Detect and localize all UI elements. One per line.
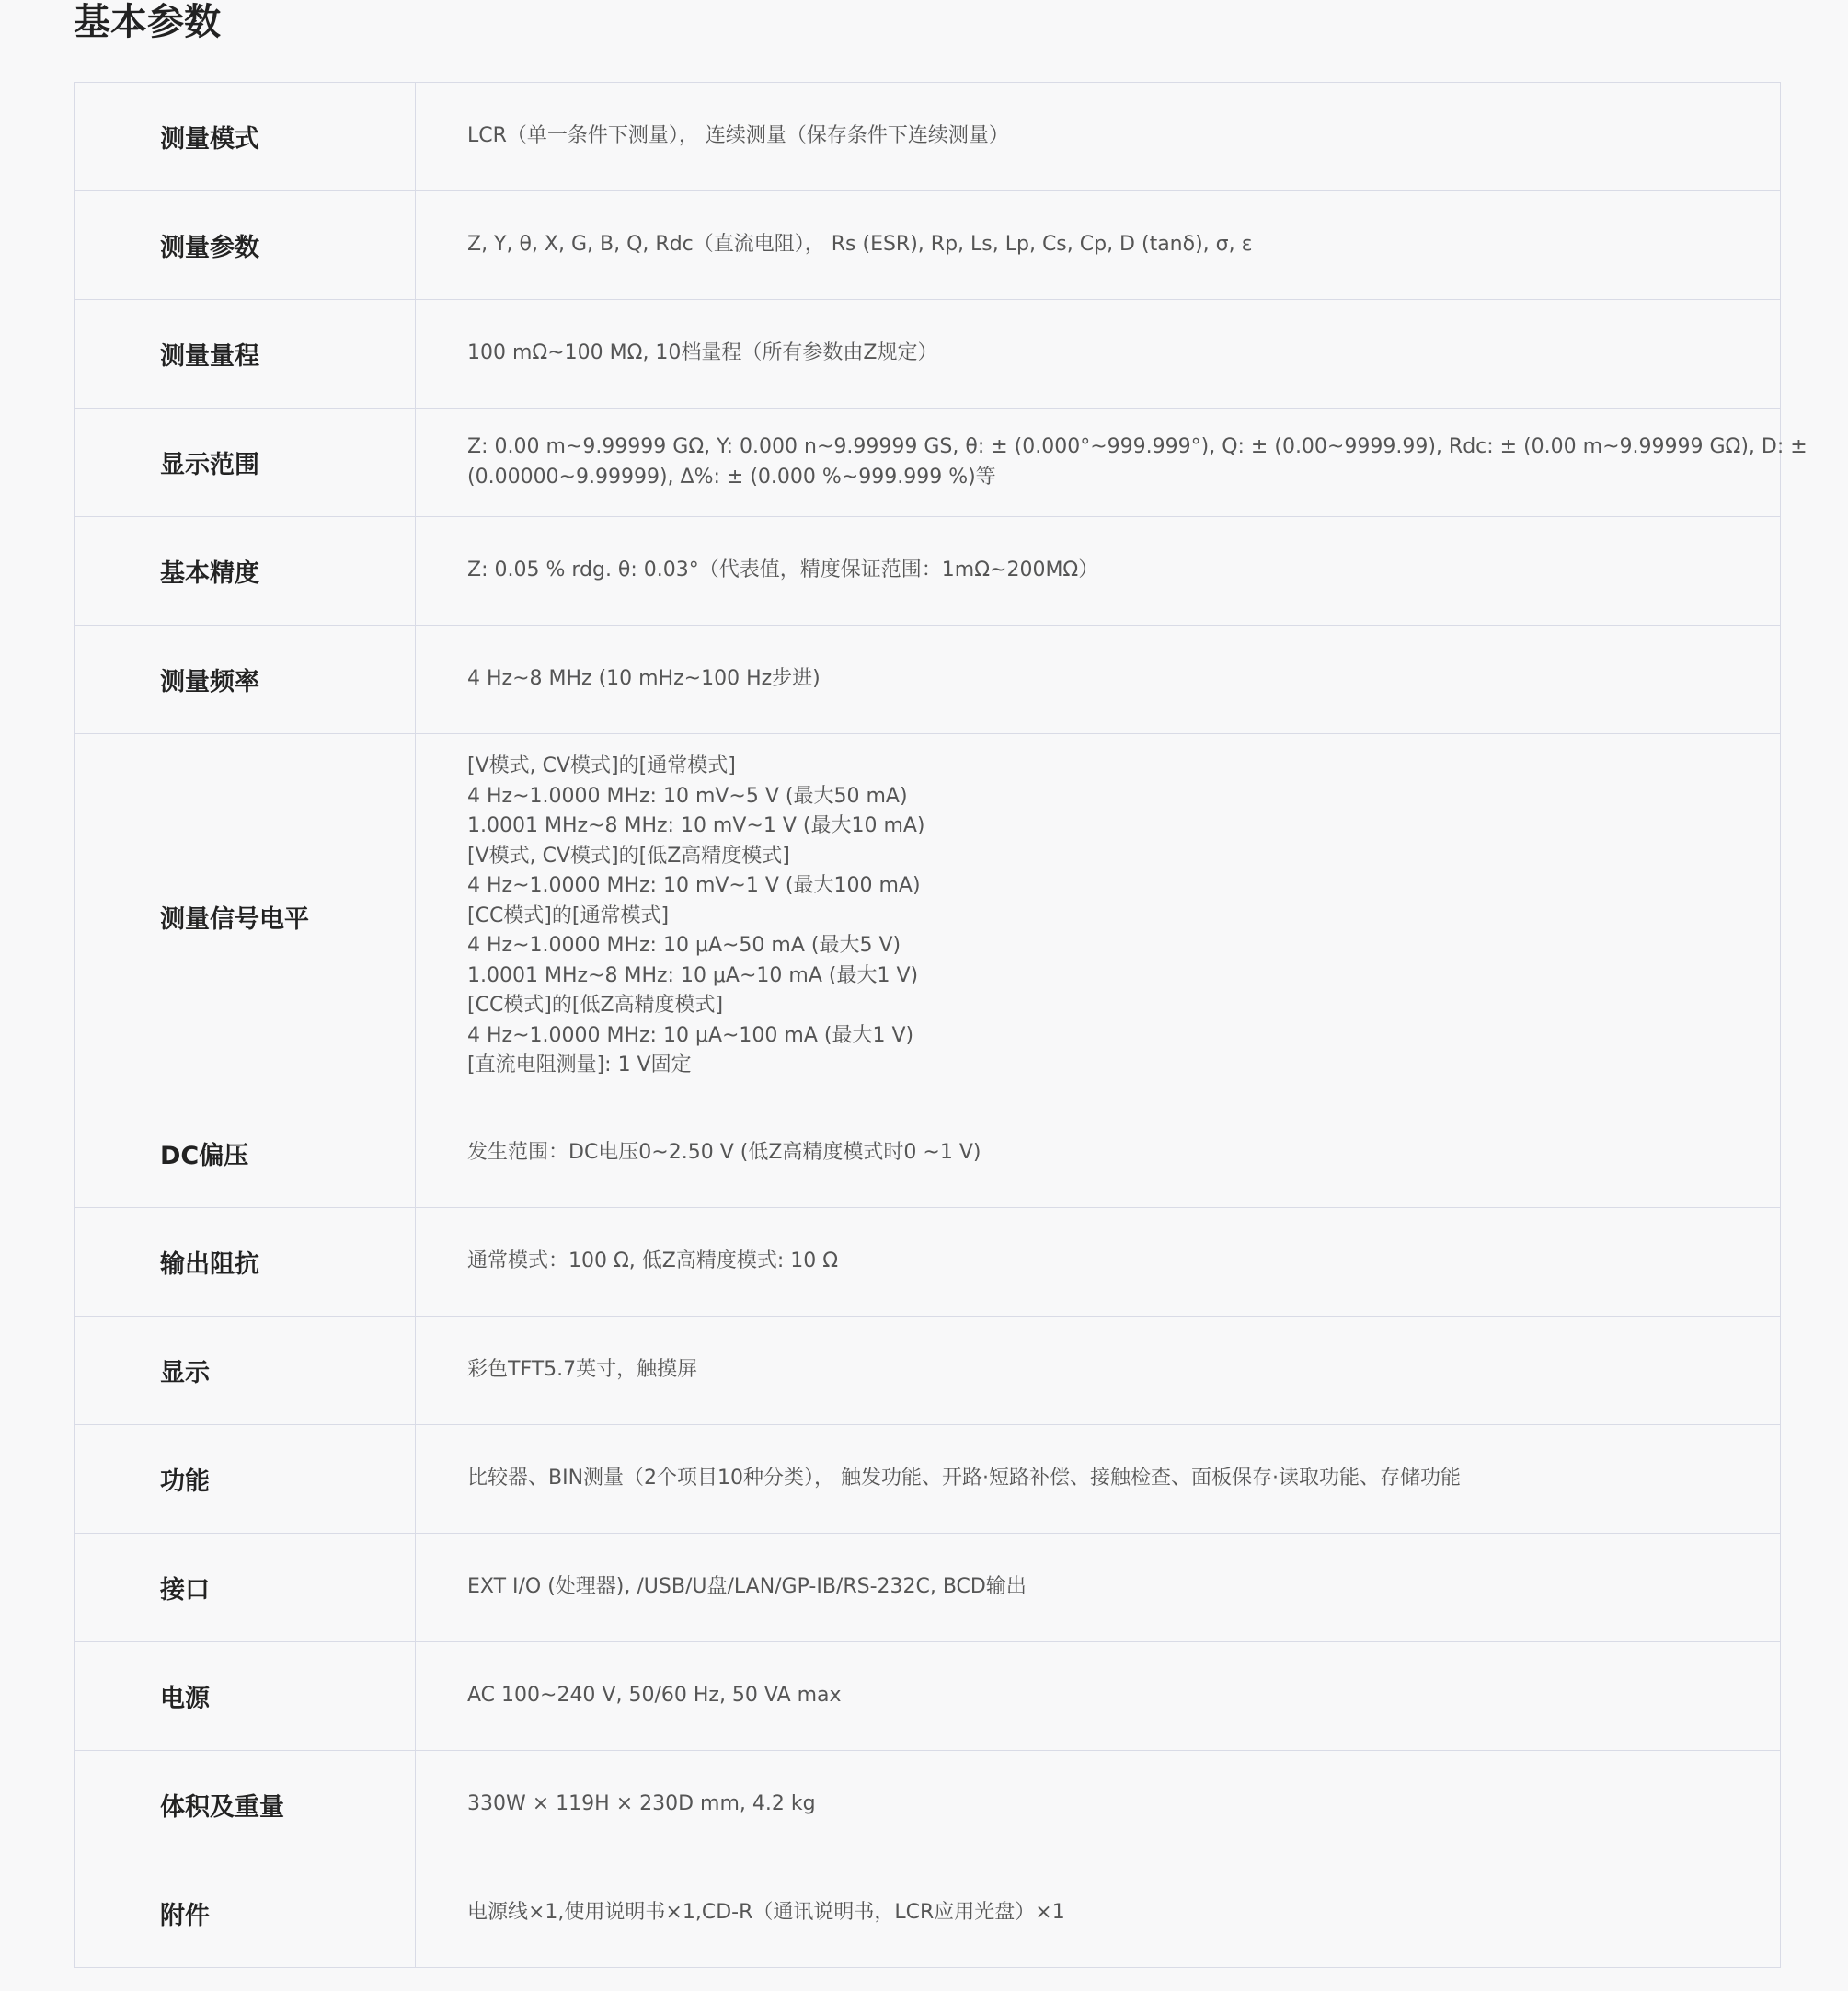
spec-label: 附件 [75, 1859, 416, 1968]
spec-label: 测量频率 [75, 626, 416, 734]
spec-label: 显示 [75, 1317, 416, 1425]
spec-value [416, 734, 1781, 1099]
spec-row [75, 83, 1781, 191]
spec-row [75, 1317, 1781, 1425]
spec-value-line: LCR（单一条件下测量）， 连续测量（保存条件下连续测量） [467, 124, 1009, 148]
spec-row [75, 626, 1781, 734]
spec-value [416, 191, 1781, 300]
spec-value-line: 彩色TFT5.7英寸，触摸屏 [467, 1358, 698, 1382]
spec-value [416, 1099, 1781, 1208]
spec-value [416, 300, 1781, 409]
spec-value-line: AC 100~240 V, 50/60 Hz, 50 VA max [467, 1684, 842, 1708]
spec-value-line: Z: 0.05 % rdg. θ: 0.03°（代表值，精度保证范围：1mΩ~200MΩ） [467, 558, 1099, 582]
spec-value-line: [V模式, CV模式]的[低Z高精度模式] [467, 844, 790, 868]
spec-value [416, 1534, 1781, 1642]
spec-row [75, 409, 1781, 517]
spec-label: 基本精度 [75, 517, 416, 626]
spec-row [75, 300, 1781, 409]
spec-value-line: [CC模式]的[通常模式] [467, 903, 670, 927]
spec-row [75, 1099, 1781, 1208]
spec-row [75, 1208, 1781, 1317]
spec-row [75, 1751, 1781, 1859]
spec-value-line: [CC模式]的[低Z高精度模式] [467, 994, 724, 1018]
spec-value [416, 1859, 1781, 1968]
spec-row [75, 1425, 1781, 1534]
spec-label: 电源 [75, 1642, 416, 1751]
spec-value [416, 409, 1808, 517]
spec-label: 输出阻抗 [75, 1208, 416, 1317]
spec-value [416, 1642, 1781, 1751]
spec-value-line: 1.0001 MHz~8 MHz: 10 mV~1 V (最大10 mA) [467, 814, 925, 838]
spec-label: DC偏压 [75, 1099, 416, 1208]
spec-value-line: 4 Hz~1.0000 MHz: 10 μA~100 mA (最大1 V) [467, 1023, 914, 1047]
spec-row [75, 734, 1781, 1099]
spec-value-line: 4 Hz~1.0000 MHz: 10 mV~5 V (最大50 mA) [467, 784, 908, 808]
spec-value [416, 1208, 1781, 1317]
spec-value [416, 626, 1781, 734]
spec-label: 接口 [75, 1534, 416, 1642]
spec-row [75, 517, 1781, 626]
spec-label: 功能 [75, 1425, 416, 1534]
spec-value-line: 4 Hz~1.0000 MHz: 10 μA~50 mA (最大5 V) [467, 934, 901, 958]
spec-value-line: 发生范围：DC电压0~2.50 V (低Z高精度模式时0 ~1 V) [467, 1141, 981, 1165]
spec-value-line: 4 Hz~8 MHz (10 mHz~100 Hz步进) [467, 667, 821, 691]
spec-label: 测量信号电平 [75, 734, 416, 1099]
spec-label: 显示范围 [75, 409, 416, 517]
page-title: 基本参数 [74, 1, 221, 43]
spec-value-line: 4 Hz~1.0000 MHz: 10 mV~1 V (最大100 mA) [467, 874, 921, 898]
spec-value-line: 100 mΩ~100 MΩ, 10档量程（所有参数由Z规定） [467, 341, 938, 365]
spec-value-line: (0.00000~9.99999), Δ%: ± (0.000 %~999.999 %)等 [467, 465, 996, 489]
spec-table-body [75, 83, 1808, 1968]
spec-row [75, 1534, 1781, 1642]
spec-value [416, 517, 1781, 626]
spec-row [75, 1859, 1781, 1968]
spec-row [75, 1642, 1781, 1751]
spec-value-line: Z, Y, θ, X, G, B, Q, Rdc（直流电阻）， Rs (ESR), Rp, Ls, Lp, Cs, Cp, D (tanδ), σ, ε [467, 233, 1253, 257]
spec-value-line: 电源线×1,使用说明书×1,CD-R（通讯说明书，LCR应用光盘）×1 [467, 1901, 1065, 1925]
spec-value-line: [V模式, CV模式]的[通常模式] [467, 754, 736, 778]
spec-row [75, 191, 1781, 300]
spec-value [416, 1751, 1781, 1859]
spec-value-line: Z: 0.00 m~9.99999 GΩ, Y: 0.000 n~9.99999 GS, θ: ± (0.000°~999.999°), Q: ± (0.00~9999.99), Rdc: ± (0.00 m~9.99999 GΩ), D: ± [467, 435, 1808, 458]
spec-label: 测量模式 [75, 83, 416, 191]
spec-table [74, 82, 1808, 1968]
spec-value [416, 1425, 1781, 1534]
spec-value [416, 83, 1781, 191]
spec-value-line: 比较器、BIN测量（2个项目10种分类）， 触发功能、开路·短路补偿、接触检查、面板保存·读取功能、存储功能 [467, 1467, 1462, 1490]
spec-label: 测量量程 [75, 300, 416, 409]
spec-value-line: 330W × 119H × 230D mm, 4.2 kg [467, 1792, 816, 1816]
spec-value-line: 1.0001 MHz~8 MHz: 10 μA~10 mA (最大1 V) [467, 963, 919, 987]
spec-value-line: 通常模式：100 Ω, 低Z高精度模式: 10 Ω [467, 1249, 839, 1273]
spec-label: 测量参数 [75, 191, 416, 300]
spec-value [416, 1317, 1781, 1425]
spec-value-line: [直流电阻测量]: 1 V固定 [467, 1053, 692, 1077]
spec-value-line: EXT I/O (处理器), /USB/U盘/LAN/GP-IB/RS-232C, BCD输出 [467, 1575, 1027, 1599]
spec-label: 体积及重量 [75, 1751, 416, 1859]
